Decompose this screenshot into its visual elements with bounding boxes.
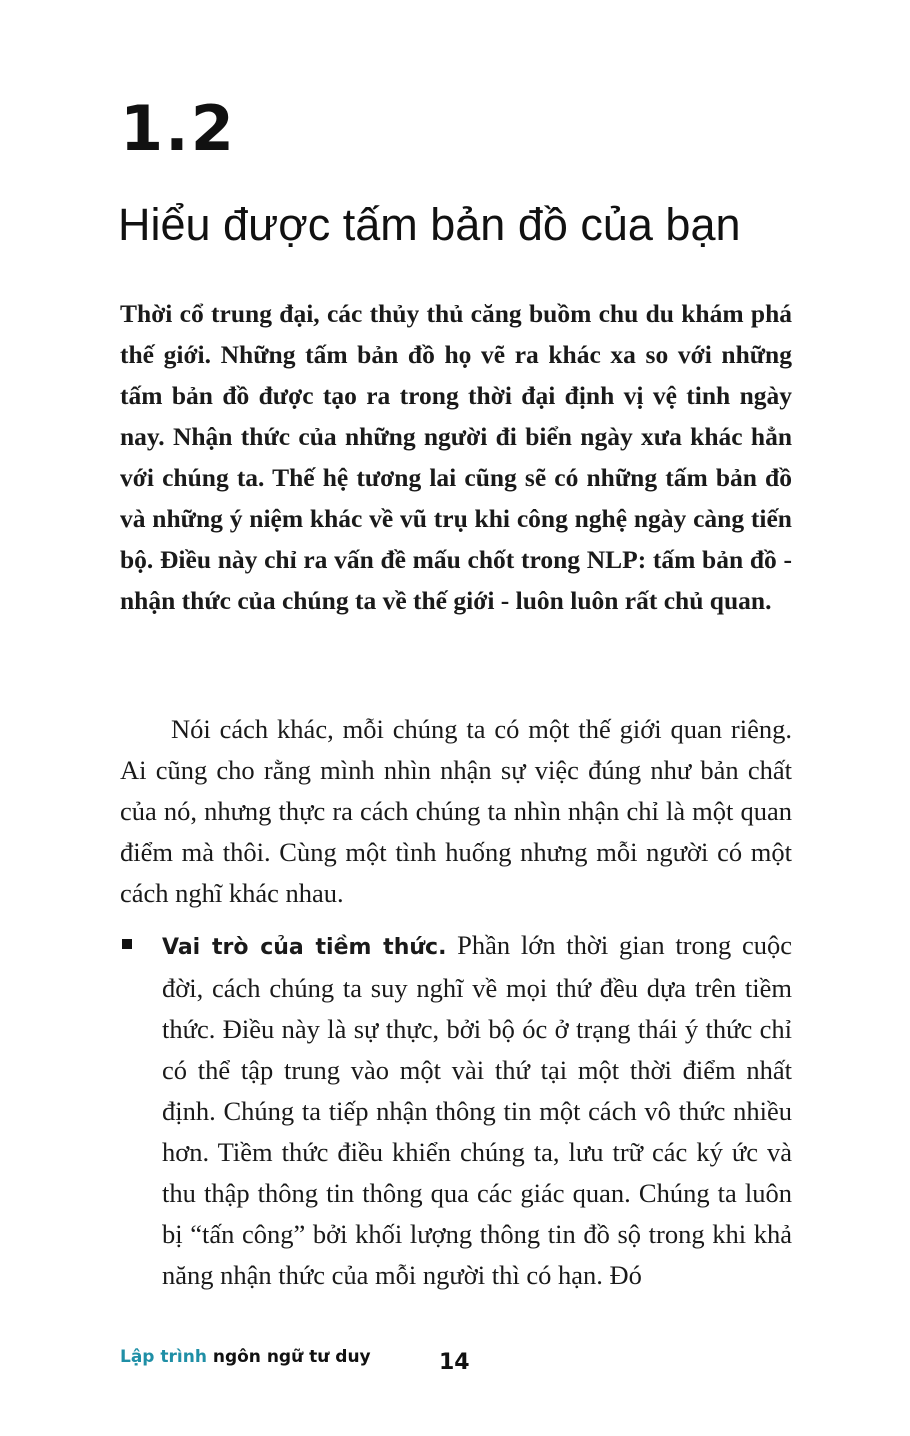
page-number: 14	[439, 1350, 470, 1375]
bullet-lead: Vai trò của tiềm thức.	[162, 935, 447, 960]
body-paragraph: Nói cách khác, mỗi chúng ta có một thế giới quan riêng. Ai cũng cho rằng mình nhìn nhận sự việc đúng như bản chất của nó, nhưng thực ra cách chúng ta nhìn nhận chỉ là một quan điểm mà thôi. Cùng một tình huống nhưng mỗi người có một cách nghĩ khác nhau.	[120, 714, 792, 908]
footer-title-part2: ngôn ngữ tư duy	[212, 1347, 371, 1367]
bullet-body: Phần lớn thời gian trong cuộc đời, cách chúng ta suy nghĩ về mọi thứ đều dựa trên tiềm thức. Điều này là sự thực, bởi bộ óc ở trạng thái ý thức chỉ có thể tập trung vào một vài thứ tại một thời điểm nhất định. Chúng ta tiếp nhận thông tin một cách vô thức nhiều hơn. Tiềm thức điều khiển chúng ta, lưu trữ các ký ức và thu thập thông tin thông qua các giác quan. Chúng ta luôn bị “tấn công” bởi khối lượng thông tin đồ sộ trong khi khả năng nhận thức của mỗi người thì có hạn. Đó	[162, 930, 793, 1290]
bullet-square-icon	[122, 939, 132, 949]
chapter-title: Hiểu được tấm bản đồ của bạn	[118, 199, 741, 250]
intro-paragraph: Thời cổ trung đại, các thủy thủ căng buồm chu du khám phá thế giới. Những tấm bản đồ họ vẽ ra khác xa so với những tấm bản đồ được tạo ra trong thời đại định vị vệ tinh ngày nay. Nhận thức của những người đi biển ngày xưa khác hẳn với chúng ta. Thế hệ tương lai cũng sẽ có những tấm bản đồ và những ý niệm khác về vũ trụ khi công nghệ ngày càng tiến bộ. Điều này chỉ ra vấn đề mấu chốt trong NLP: tấm bản đồ - nhận thức của chúng ta về thế giới - luôn luôn rất chủ quan.	[120, 299, 792, 615]
footer-title-part1: Lập trình	[120, 1347, 207, 1367]
running-footer	[120, 1347, 371, 1367]
chapter-number: 1.2	[120, 92, 236, 165]
bullet-item	[162, 925, 792, 1296]
